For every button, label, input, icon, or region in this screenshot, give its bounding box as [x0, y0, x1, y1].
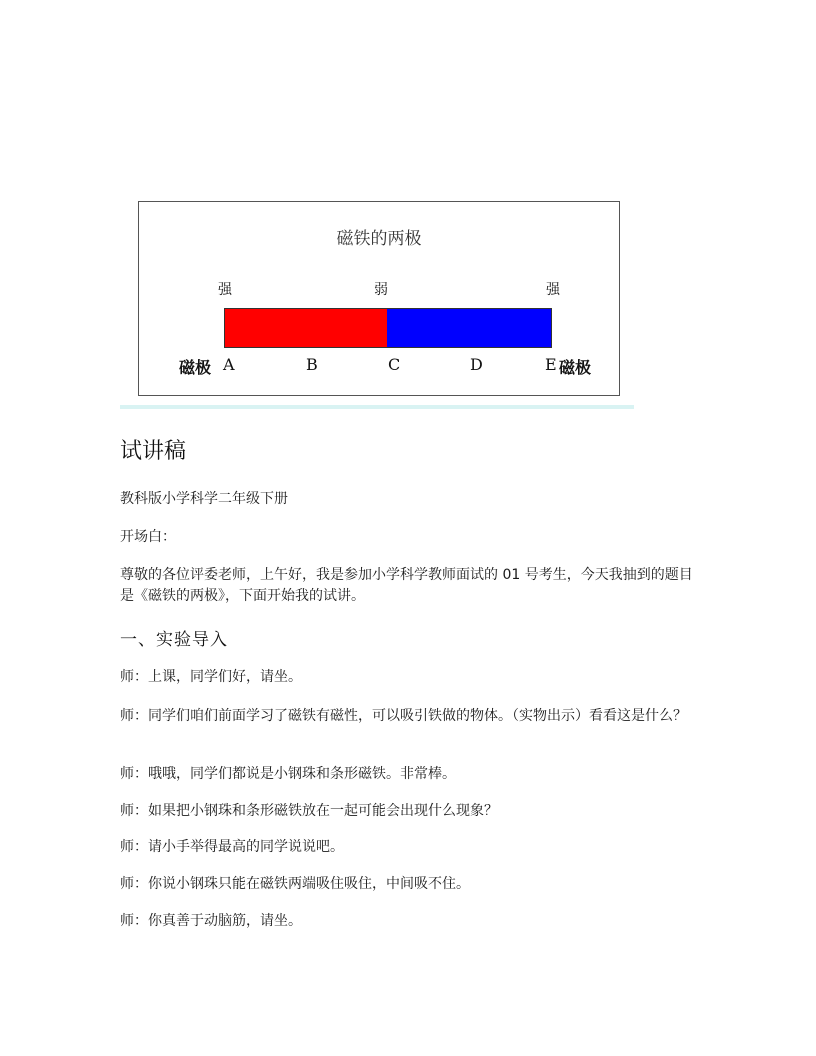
dialogue-line: 师：你说小钢珠只能在磁铁两端吸住吸住，中间吸不住。	[120, 876, 470, 892]
section-heading: 一、实验导入	[120, 630, 228, 650]
opening-label: 开场白：	[120, 529, 176, 545]
strength-label-right: 强	[546, 282, 560, 298]
magnet-left-half	[224, 308, 387, 348]
opening-text: 尊敬的各位评委老师，上午好，我是参加小学科学教师面试的 01 号考生，今天我抽到的题目是《磁铁的两极》，下面开始我的试讲。	[120, 567, 693, 604]
dialogue-line: 师：同学们咱们前面学习了磁铁有磁性，可以吸引铁做的物体。（实物出示）看看这是什么？	[120, 708, 687, 724]
dialogue-line: 师：哦哦，同学们都说是小钢珠和条形磁铁。非常棒。	[120, 766, 456, 782]
dialogue-line: 师：你真善于动脑筋，请坐。	[120, 913, 302, 929]
point-d: D	[470, 355, 483, 374]
magnet-right-half	[387, 308, 552, 348]
page-title: 试讲稿	[120, 439, 187, 464]
figure-title: 磁铁的两极	[336, 229, 422, 249]
pole-label-right: 磁极	[559, 358, 592, 377]
point-b: B	[306, 355, 318, 374]
figure-underline	[120, 405, 634, 409]
point-a: A	[223, 355, 235, 374]
point-e: E	[545, 355, 557, 374]
dialogue-line: 师：如果把小钢珠和条形磁铁放在一起可能会出现什么现象？	[120, 803, 498, 819]
point-c: C	[388, 355, 401, 374]
pole-label-left: 磁极	[179, 358, 212, 377]
dialogue-line: 师：请小手举得最高的同学说说吧。	[120, 839, 344, 855]
subtitle: 教科版小学科学二年级下册	[120, 491, 288, 507]
magnet-poles-figure	[138, 201, 620, 396]
strength-label-middle: 弱	[374, 282, 388, 298]
strength-label-left: 强	[218, 282, 232, 298]
dialogue-line: 师：上课，同学们好，请坐。	[120, 669, 302, 685]
